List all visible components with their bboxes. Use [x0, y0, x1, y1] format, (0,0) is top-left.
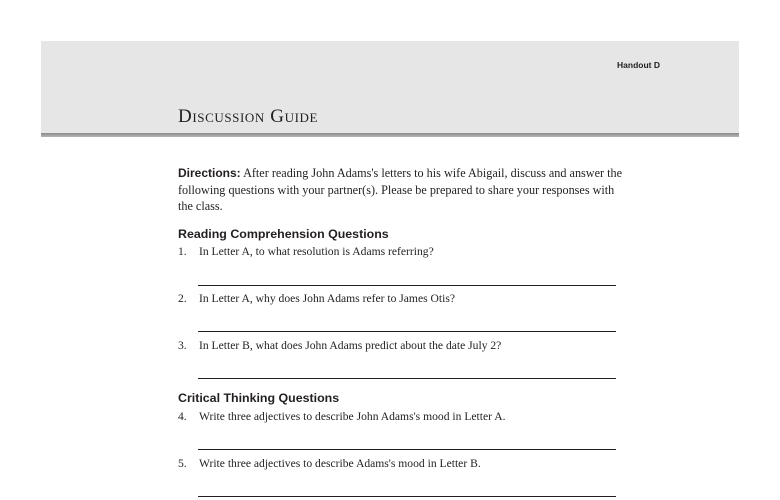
directions-paragraph — [178, 165, 623, 215]
question-text: Write three adjectives to describe Adams's mood in Letter B. — [199, 457, 481, 470]
header-band — [41, 41, 739, 133]
question-number: 5. — [178, 457, 187, 470]
question-item — [178, 292, 618, 305]
question-text: In Letter B, what does John Adams predict about the date July 2? — [199, 339, 502, 352]
question-text: In Letter A, why does John Adams refer to James Otis? — [199, 292, 455, 305]
question-text: In Letter A, to what resolution is Adams referring? — [199, 245, 434, 258]
header-divider — [41, 133, 739, 137]
answer-line[interactable] — [198, 331, 616, 332]
question-item — [178, 457, 618, 470]
question-item — [178, 339, 618, 352]
handout-label: Handout D — [617, 60, 660, 70]
answer-line[interactable] — [198, 449, 616, 450]
question-text: Write three adjectives to describe John Adams's mood in Letter A. — [199, 410, 506, 423]
section-heading-reading-comprehension: Reading Comprehension Questions — [178, 227, 389, 241]
question-number: 1. — [178, 245, 187, 258]
answer-line[interactable] — [198, 496, 616, 497]
directions-text: After reading John Adams's letters to his wife Abigail, discuss and answer the following questions with your partner(s). Please be prepared to share your responses with the class. — [178, 166, 622, 213]
answer-line[interactable] — [198, 285, 616, 286]
page-title: Discussion Guide — [178, 106, 319, 127]
question-number: 4. — [178, 410, 187, 423]
question-number: 2. — [178, 292, 187, 305]
directions-label: Directions: — [178, 166, 241, 180]
answer-line[interactable] — [198, 378, 616, 379]
question-item — [178, 245, 618, 258]
section-heading-critical-thinking: Critical Thinking Questions — [178, 391, 340, 405]
question-item — [178, 410, 618, 423]
question-number: 3. — [178, 339, 187, 352]
